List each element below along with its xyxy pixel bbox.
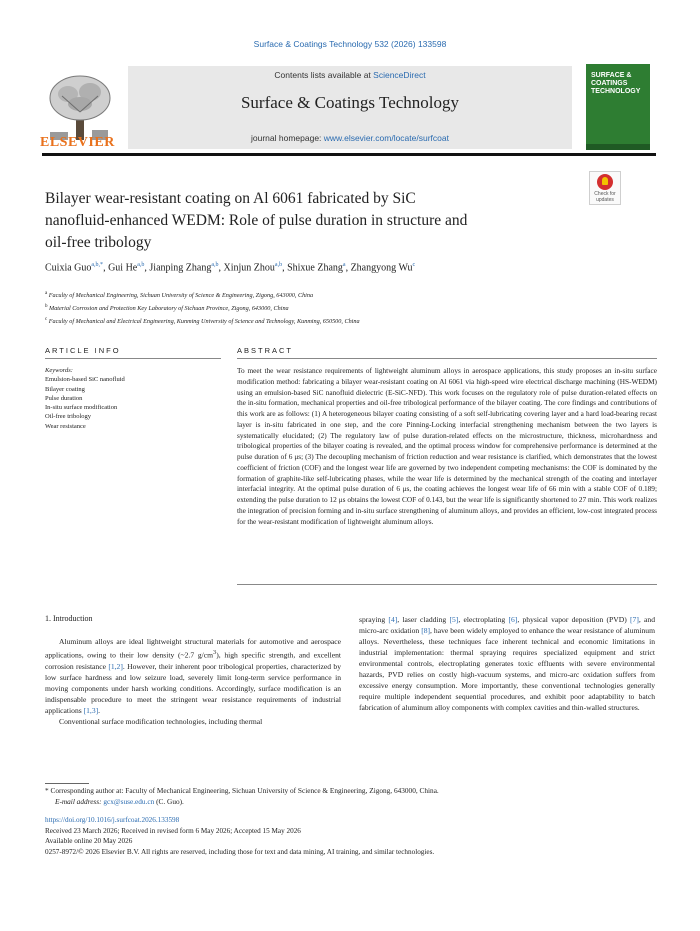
contents-line bbox=[128, 70, 572, 80]
affiliation-text: Material Corrosion and Protection Key Laboratory of Sichuan Province, Zigong, 643000, China bbox=[49, 305, 289, 313]
text-run: spraying bbox=[359, 615, 389, 624]
intro-paragraph-2: Conventional surface modification technologies, including thermal bbox=[59, 716, 263, 726]
footnotes bbox=[45, 783, 660, 807]
keyword-item: In-situ surface modification bbox=[45, 404, 118, 412]
email-link[interactable]: gcx@suse.edu.cn bbox=[103, 796, 155, 806]
author-affil-sup[interactable]: a bbox=[342, 262, 346, 268]
citation-link[interactable]: [4] bbox=[388, 615, 398, 624]
corresponding-author-note: * Corresponding author at: Faculty of Mechanical Engineering, Sichuan University of Science & Engineering, Zigong, 643000, China. bbox=[45, 786, 439, 795]
author-name[interactable]: Shixue Zhang bbox=[287, 262, 343, 274]
abstract-rule bbox=[237, 358, 657, 359]
crossmark-line-2: updates bbox=[596, 197, 614, 203]
text-run: . However, their inherent poor tribological properties, characterized by low surface hardness and low seizure load, severely limit long-term service performance in moving components under harsh working conditions. Accordingly, surface modification is an indispensable procedure to meet the stringent wear resistance requirements of industrial applications bbox=[45, 661, 341, 715]
contents-prefix: Contents lists available at bbox=[274, 70, 374, 80]
abstract-heading: ABSTRACT bbox=[237, 346, 294, 355]
section-title-introduction: 1. Introduction bbox=[45, 614, 93, 623]
title-line-1: Bilayer wear-resistant coating on Al 6061 fabricated by SiC bbox=[45, 190, 416, 207]
crossmark-line-1: Check for bbox=[594, 191, 616, 197]
email-note bbox=[45, 797, 660, 808]
author-name[interactable]: Cuixia Guo bbox=[45, 262, 92, 274]
text-run: , and micro-arc oxidation bbox=[359, 615, 656, 635]
cover-footer-band bbox=[586, 144, 650, 150]
corresponding-text: Corresponding author at: Faculty of Mechanical Engineering, Sichuan University of Science & Engineering, Zigong, 643000, China. bbox=[50, 786, 439, 795]
citation-link[interactable]: [5] bbox=[449, 615, 459, 624]
citation-link[interactable]: [8] bbox=[421, 626, 431, 635]
author-affil-sup[interactable]: a,b bbox=[137, 262, 145, 268]
title-line-3: oil-free tribology bbox=[45, 234, 152, 251]
author-name[interactable]: Jianping Zhang bbox=[149, 262, 212, 274]
check-for-updates-badge[interactable] bbox=[589, 171, 621, 205]
text-run: , physical vapor deposition (PVD) bbox=[517, 615, 631, 624]
keyword-item: Emulsion-based SiC nanofluid bbox=[45, 376, 125, 384]
journal-title: Surface & Coatings Technology bbox=[240, 93, 460, 112]
abstract-text: To meet the wear resistance requirements of lightweight aluminum alloys in aerospace applications, this study proposes an in-situ surface modification method: fabricating a bilayer wear-resistant coating on Al 6061 via high-speed wire electrical discharge machining (HS-WEDM) using an emulsion-based SiC nanofluid dielectric (E-SiC-NFD). This work focuses on the regulatory role of pulse duration-related effects on the in-situ formation, mechanical properties and oil-free tribological performance of the bilayer coating. The core findings and contributions of this work are as follows: (1) A heterogeneous bilayer coating consisting of a soft self-lubricating covering layer and a hard load-bearing recast layer is in-situ fabricated in one step, and the core Pinning-Locking interfacial strengthening mechanism between the two layers is systematically elucidated; (2) The regulatory law of pulse duration-related effects on the microstructure, thickness, microhardness and tribological properties of the bilayer coating is revealed, and the optimal process window for comprehensive performance is determined at the pulse duration of 6 μs; (3) The decoupling mechanism of friction reduction and wear resistance is clarified, which demonstrates that the lowest coefficient of friction (COF) and the longest wear life are governed by two independent competing mechanisms: the COF is dominated by the formation of graphite-like self-lubricating phases, while the wear life is determined by the mechanical strength of the coating and interlayer interfacial integrity. At the optimal pulse duration of 6 μs, the coating achieves the longest wear life of 66 min with a stable COF of 0.189; extending the pulse duration to 12 μs obtains the lowest COF of 0.143, but the wear life is significantly shortened to 27 min. This work realizes the integration of precision forming and in-situ surface strengthening of aluminum alloys, and provides an efficient, low-cost integrated process for the wear-resistant modification of lightweight aluminum alloys. bbox=[237, 366, 657, 526]
article-info-rule bbox=[45, 358, 221, 359]
affiliation-item bbox=[45, 288, 665, 301]
affiliation-item bbox=[45, 301, 665, 314]
keywords-title: Keywords: bbox=[45, 367, 73, 374]
affiliation-sup: c bbox=[45, 317, 48, 323]
text-run: , electroplating bbox=[458, 615, 509, 624]
cover-line-2: COATINGS bbox=[591, 80, 628, 87]
affiliation-list bbox=[45, 288, 665, 327]
cover-line-1: SURFACE & bbox=[591, 72, 632, 79]
author-affil-sup[interactable]: a,b,* bbox=[91, 262, 104, 268]
affiliation-text: Faculty of Mechanical Engineering, Sichuan University of Science & Engineering, Zigong, 643000, China bbox=[48, 292, 314, 300]
available-online: Available online 20 May 2026 bbox=[45, 837, 133, 846]
author-name[interactable]: Xinjun Zhou bbox=[223, 262, 275, 274]
intro-right-column bbox=[359, 614, 655, 713]
doi-link[interactable]: https://doi.org/10.1016/j.surfcoat.2026.133598 bbox=[45, 816, 180, 824]
affiliation-sup: b bbox=[45, 304, 48, 310]
author-affil-sup[interactable]: a,b bbox=[211, 262, 219, 268]
journal-reference[interactable]: Surface & Coatings Technology 532 (2026) 133598 bbox=[253, 39, 447, 49]
author-affil-sup[interactable]: a,b bbox=[274, 262, 283, 268]
crossmark-icon bbox=[597, 174, 613, 190]
citation-link[interactable]: [6] bbox=[508, 615, 518, 624]
text-run: Aluminum alloys are ideal lightweight structural materials for automotive and aerospace applications, owing to their low density (~2.7 g/cm bbox=[45, 637, 341, 660]
text-run: , have been widely employed to enhance the wear resistance of aluminum alloys. Nevertheless, these techniques face inherent technical and economic limitations in industrial implementation: thermal spraying requires specialized equipment and strict environmental controls, electroplating generates toxic effluents with severe environmental hazards, PVD relies on costly high-vacuum systems, and micro-arc oxidation suffers from excessive energy consumption. More importantly, these conventional technologies generally require multiple independent sequential procedures, and exhibit poor adaptability to batch fabrication of aluminum alloy components with complex cavities and thin-walled structures. bbox=[359, 626, 655, 712]
affiliation-sup: a bbox=[45, 291, 48, 296]
keywords-block bbox=[45, 366, 215, 431]
article-title bbox=[45, 188, 565, 254]
citation-link[interactable]: [1,2] bbox=[108, 661, 123, 671]
footnote-rule bbox=[45, 783, 89, 784]
email-label: E-mail address: bbox=[55, 796, 104, 806]
affiliation-item bbox=[45, 314, 665, 327]
citation-link[interactable]: [7] bbox=[630, 615, 639, 624]
author-list: Cuixia Guo$^{a,b,*}$, Gui He$^{a,b}$, Jianping Zhang$^{a,b}$, Xinjun Zhou$^{a,b}$, Shixue Zhang$^a$, Zhangyong Wu$^c$ bbox=[45, 262, 416, 274]
header-rule bbox=[42, 153, 656, 156]
superscript: 3 bbox=[213, 649, 217, 656]
journal-cover[interactable] bbox=[586, 64, 650, 150]
text-run: ), high specific strength, and excellent corrosion resistance bbox=[45, 650, 342, 671]
journal-homepage-link[interactable]: www.elsevier.com/locate/surfcoat bbox=[323, 133, 449, 143]
keyword-item: Pulse duration bbox=[45, 394, 83, 402]
intro-paragraph-right bbox=[359, 614, 655, 713]
keyword-item: Wear resistance bbox=[45, 422, 86, 430]
keyword-item: Bilayer coating bbox=[45, 385, 85, 393]
author-affil-sup[interactable]: c bbox=[412, 262, 416, 268]
text-run: , laser cladding bbox=[397, 615, 450, 624]
homepage-prefix: journal homepage: bbox=[251, 133, 324, 143]
citation-link[interactable]: [1,3] bbox=[83, 705, 99, 715]
received-dates: Received 23 March 2026; Received in revised form 6 May 2026; Accepted 15 May 2026 bbox=[45, 826, 301, 835]
keyword-item: Oil-free tribology bbox=[45, 413, 92, 421]
abstract-bottom-rule bbox=[237, 584, 657, 585]
article-info-heading: ARTICLE INFO bbox=[45, 346, 121, 355]
homepage-line bbox=[128, 133, 572, 143]
affiliation-text: Faculty of Mechanical and Electrical Engineering, Kunming University of Science and Technology, Kunming, 650500, China bbox=[48, 318, 360, 326]
cover-line-3: TECHNOLOGY bbox=[591, 88, 641, 95]
intro-paragraph-1 bbox=[45, 636, 341, 716]
author-name[interactable]: Gui He bbox=[108, 262, 138, 274]
email-suffix: (C. Guo). bbox=[154, 796, 184, 806]
intro-left-column bbox=[45, 636, 341, 727]
author-name[interactable]: Zhangyong Wu bbox=[350, 262, 413, 274]
article-metadata bbox=[45, 815, 660, 857]
title-line-2: nanofluid-enhanced WEDM: Role of pulse duration in structure and bbox=[45, 212, 468, 229]
sciencedirect-link[interactable]: ScienceDirect bbox=[373, 70, 426, 80]
copyright-line: 0257-8972/© 2026 Elsevier B.V. All rights are reserved, including those for text and data mining, AI training, and similar technologies. bbox=[45, 847, 435, 856]
text-run: . bbox=[98, 705, 101, 715]
publisher-wordmark[interactable]: ELSEVIER bbox=[40, 135, 115, 150]
